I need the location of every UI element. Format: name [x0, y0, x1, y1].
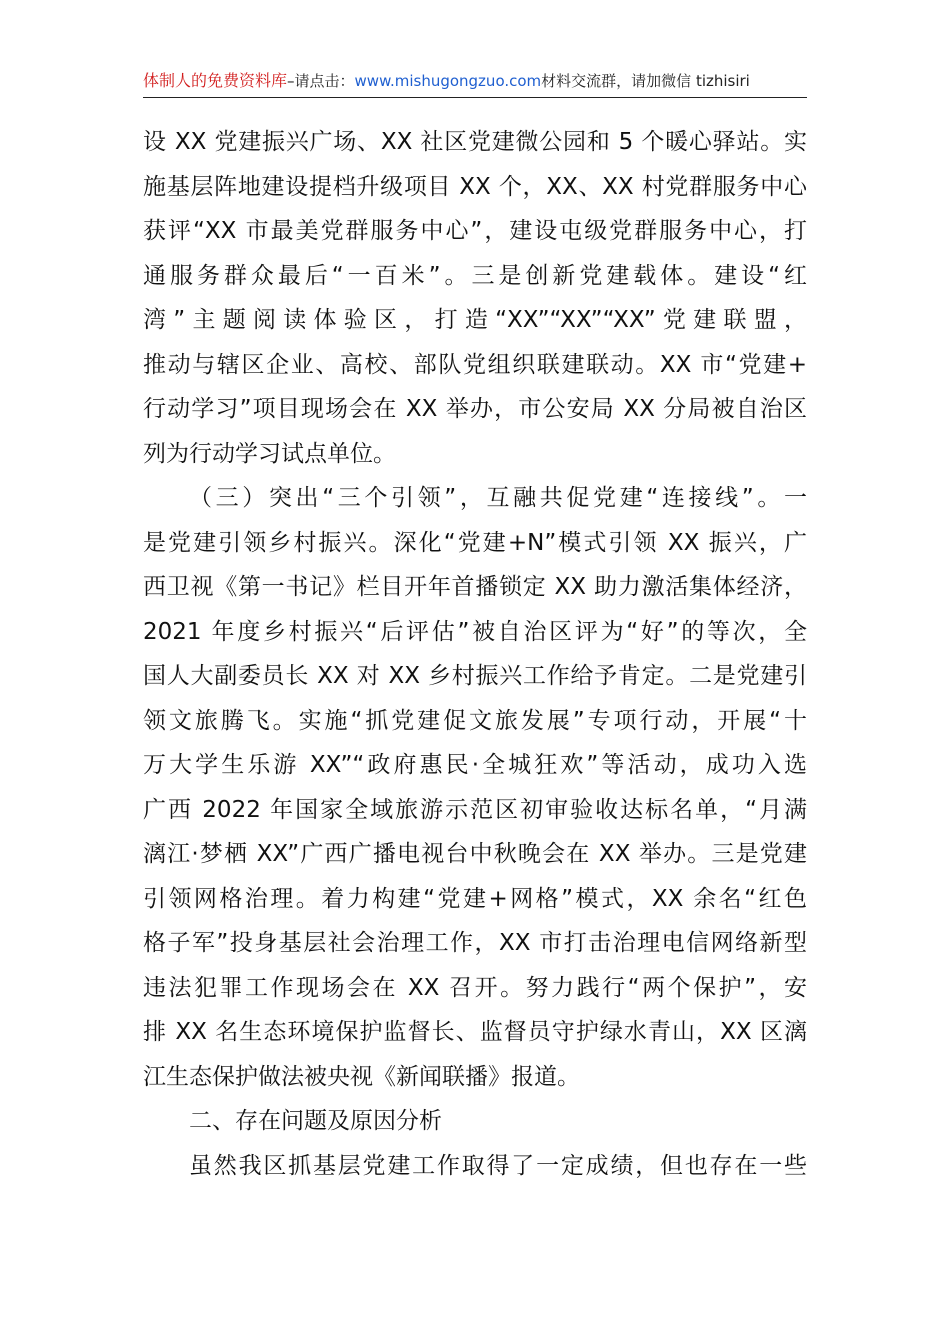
header-divider	[143, 97, 807, 98]
text-line: 施基层阵地建设提档升级项目 XX 个，XX、XX 村党群服务中心	[143, 173, 807, 200]
header-url-link[interactable]: www.mishugongzuo.com	[354, 72, 542, 90]
text-line: 领文旅腾飞。实施“抓党建促文旅发展”专项行动，开展“十	[143, 707, 807, 734]
header-contact: 材料交流群，请加微信 tizhisiri	[541, 72, 750, 90]
text-line: 格子军”投身基层社会治理工作，XX 市打击治理电信网络新型	[143, 930, 807, 956]
text-line: 万大学生乐游 XX”“政府惠民·全城狂欢”等活动，成功入选	[143, 752, 807, 778]
page-header	[143, 66, 807, 96]
header-prompt: –请点击：	[287, 72, 355, 90]
text-line: 设 XX 党建振兴广场、XX 社区党建微公园和 5 个暖心驿站。实	[143, 129, 807, 155]
text-line: 推动与辖区企业、高校、部队党组织联建联动。XX 市“党建+	[143, 351, 807, 378]
text-line: 广西 2022 年国家全域旅游示范区初审验收达标名单，“月满	[143, 796, 807, 823]
text-line: 湾”主题阅读体验区，打造“XX”“XX”“XX”党建联盟，	[143, 307, 807, 333]
header-brand: 体制人的免费资料库	[143, 71, 288, 90]
text-line: 虽然我区抓基层党建工作取得了一定成绩，但也存在一些	[189, 1152, 807, 1179]
text-line: 排 XX 名生态环境保护监督长、监督员守护绿水青山，XX 区漓	[143, 1019, 807, 1045]
text-line: 西卫视《第一书记》栏目开年首播锁定 XX 助力激活集体经济，	[143, 574, 807, 600]
text-line: 违法犯罪工作现场会在 XX 召开。努力践行“两个保护”，安	[143, 974, 807, 1001]
text-line: 通服务群众最后“一百米”。三是创新党建载体。建设“红	[143, 262, 807, 289]
section-heading: 二、存在问题及原因分析	[189, 1108, 442, 1134]
text-line: 引领网格治理。着力构建“党建+网格”模式，XX 余名“红色	[143, 885, 807, 912]
text-line: 国人大副委员长 XX 对 XX 乡村振兴工作给予肯定。二是党建引	[143, 663, 807, 689]
text-line: 漓江·梦栖 XX”广西广播电视台中秋晚会在 XX 举办。三是党建	[143, 841, 807, 867]
text-line: 行动学习”项目现场会在 XX 举办，市公安局 XX 分局被自治区	[143, 396, 807, 422]
section-heading-line: （三）突出“三个引领”，互融共促党建“连接线”。一	[189, 485, 807, 511]
text-line: 列为行动学习试点单位。	[143, 440, 396, 467]
text-line: 2021 年度乡村振兴“后评估”被自治区评为“好”的等次，全	[143, 618, 807, 645]
text-line: 是党建引领乡村振兴。深化“党建+N”模式引领 XX 振兴，广	[143, 529, 807, 556]
text-line: 江生态保护做法被央视《新闻联播》报道。	[143, 1063, 580, 1090]
document-body	[143, 120, 807, 1188]
text-line: 获评“XX 市最美党群服务中心”，建设屯级党群服务中心，打	[143, 218, 807, 244]
